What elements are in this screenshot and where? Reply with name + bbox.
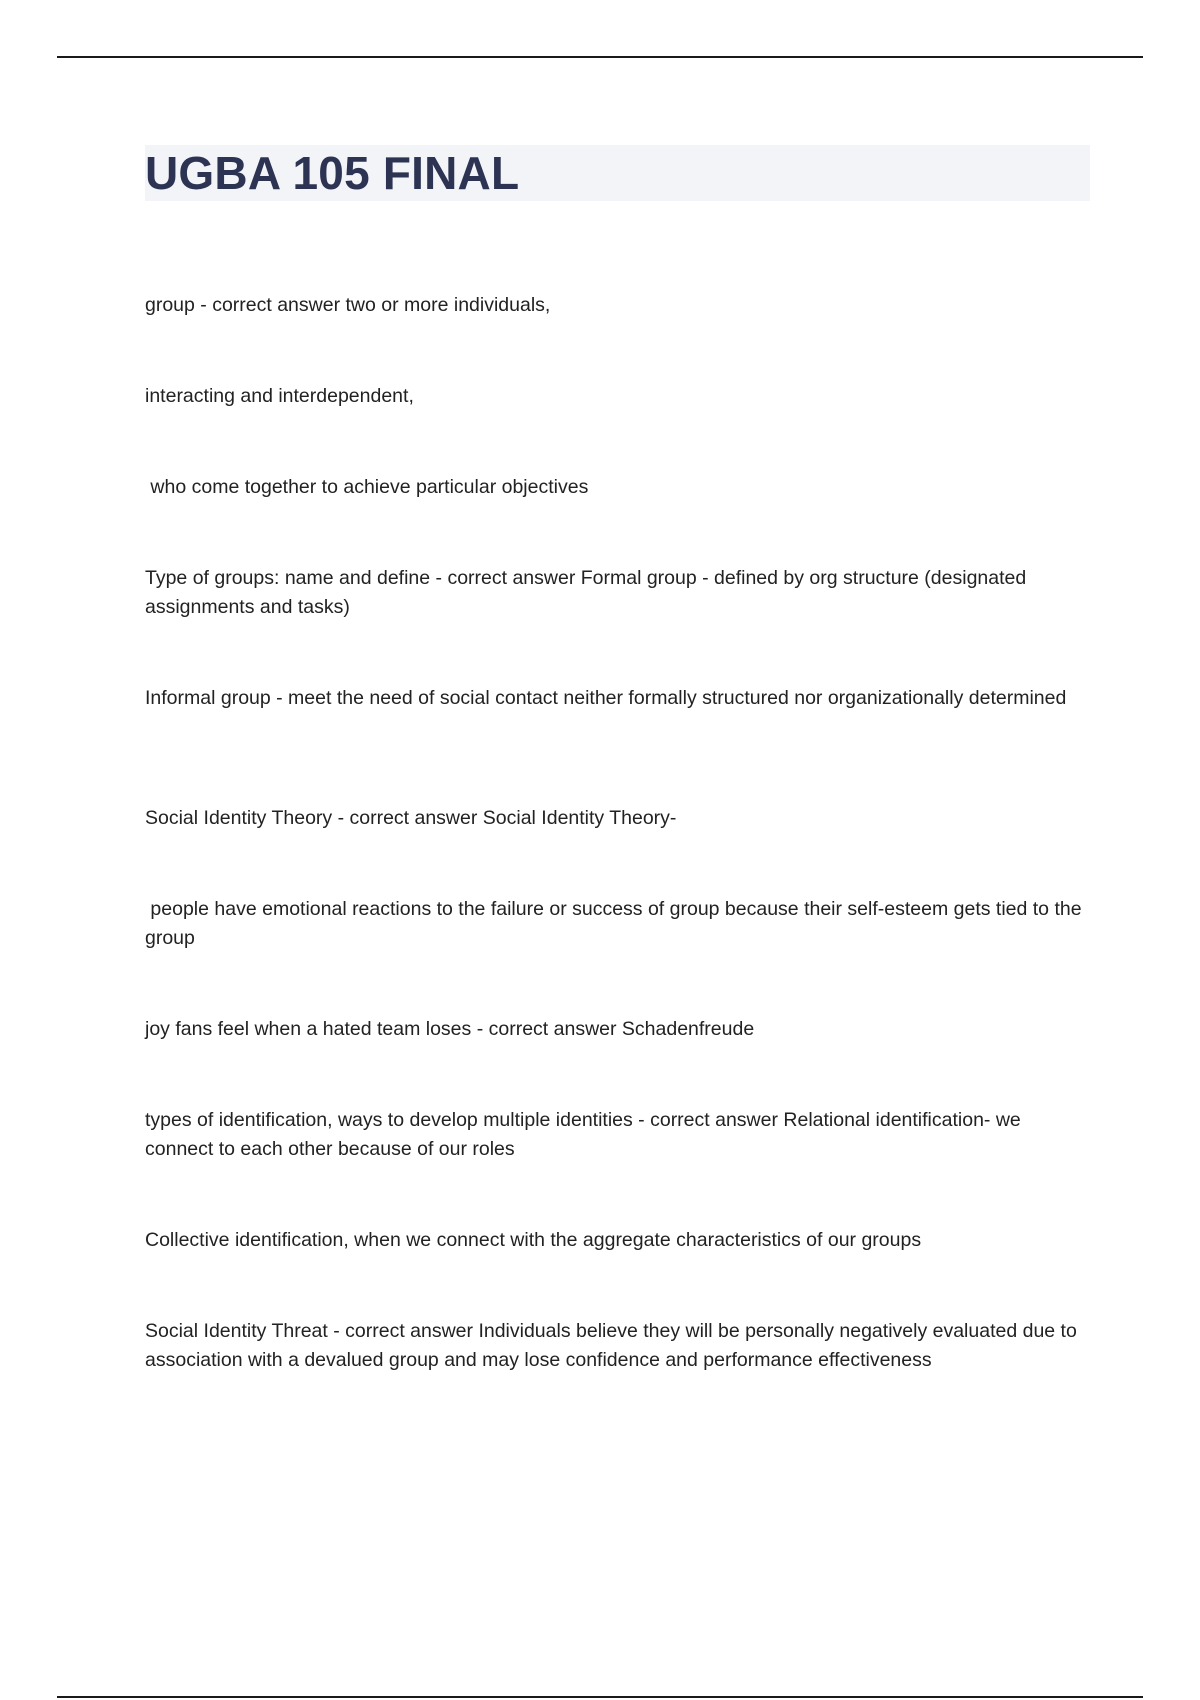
flashcard-entry: Type of groups: name and define - correct answer Formal group - defined by org structure (designated assignments and tasks) (145, 567, 1032, 618)
flashcard-entry: Social Identity Threat - correct answer Individuals believe they will be personally negatively evaluated due to association with a devalued group and may lose confidence and performance effectiveness (145, 1320, 1083, 1371)
flashcard-entry: people have emotional reactions to the failure or success of group because their self-esteem gets tied to the group (145, 898, 1087, 949)
flashcard-entry: group - correct answer two or more individuals, (145, 294, 551, 316)
flashcard-entry: Informal group - meet the need of social contact neither formally structured nor organizationally determined (145, 687, 1067, 709)
flashcard-entry: interacting and interdependent, (145, 385, 414, 407)
flashcard-entry: Collective identification, when we connect with the aggregate characteristics of our groups (145, 1229, 922, 1251)
flashcard-entry: joy fans feel when a hated team loses - correct answer Schadenfreude (145, 1018, 755, 1040)
flashcard-entry: who come together to achieve particular objectives (145, 476, 589, 498)
flashcard-entry: Social Identity Theory - correct answer Social Identity Theory- (145, 807, 677, 829)
flashcard-entry: types of identification, ways to develop multiple identities - correct answer Relational identification- we connect to each other because of our roles (145, 1109, 1027, 1160)
page-title: UGBA 105 FINAL (145, 147, 520, 199)
top-rule (57, 56, 1143, 58)
bottom-rule (57, 1696, 1143, 1698)
